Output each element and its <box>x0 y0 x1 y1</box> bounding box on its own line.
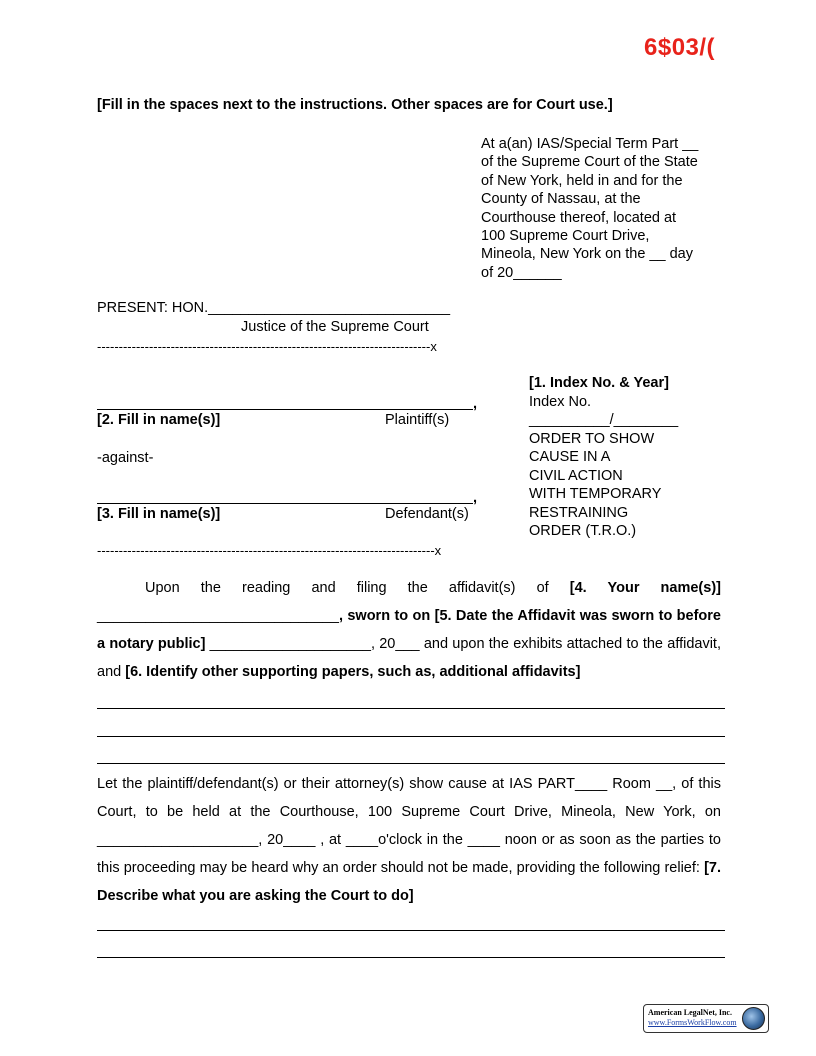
caption-divider-top: -----------------------------------------------------------------------------x <box>97 339 437 354</box>
court-line: 100 Supreme Court Drive, <box>481 228 650 245</box>
order-title-line: CAUSE IN A <box>529 449 611 465</box>
plaintiff-instruction: [2. Fill in name(s)] <box>97 412 221 428</box>
para-text: , sworn to on <box>338 608 435 624</box>
justice-caption: Justice of the Supreme Court <box>241 319 429 335</box>
court-block <box>481 135 721 282</box>
sworn-date-instruction: [5. Date the Affidavit was sworn to before a notary public] <box>97 608 721 652</box>
supporting-papers-instruction: [6. Identify other supporting papers, such as, additional affidavits] <box>125 664 581 680</box>
relief-line[interactable] <box>97 957 725 958</box>
present-hon-line[interactable]: PRESENT: HON.______________________________ <box>97 300 451 316</box>
index-label: Index No. <box>529 394 592 410</box>
order-title-line: WITH TEMPORARY <box>529 486 662 502</box>
para-text[interactable]: ____________________, 20___ and upon the exhibits attached to the affidavit, and <box>97 636 721 680</box>
court-line: of the Supreme Court of the State <box>481 154 698 171</box>
defendant-comma: , <box>473 490 478 506</box>
defendant-instruction: [3. Fill in name(s)] <box>97 506 221 522</box>
court-line: County of Nassau, at the <box>481 191 641 208</box>
order-title-line: RESTRAINING <box>529 505 629 521</box>
court-line: of 20______ <box>481 264 562 281</box>
form-instructions: [Fill in the spaces next to the instructions. Other spaces are for Court use.] <box>97 97 613 113</box>
defendant-name-line[interactable] <box>97 503 473 504</box>
globe-icon <box>742 1007 765 1030</box>
your-names-instruction: [4. Your name(s)] <box>569 580 721 596</box>
defendant-label: Defendant(s) <box>385 506 469 522</box>
para-text: Upon the reading and filing the affidavit(s) of <box>145 580 570 596</box>
caption-divider-bottom: ------------------------------------------------------------------------------x <box>97 543 442 558</box>
plaintiff-comma: , <box>473 396 478 412</box>
form-stamp: 6$03/( <box>644 34 716 61</box>
supporting-papers-line[interactable] <box>97 736 725 737</box>
plaintiff-label: Plaintiff(s) <box>385 412 450 428</box>
logo-company-name: American LegalNet, Inc. <box>648 1008 732 1017</box>
supporting-papers-line[interactable] <box>97 763 725 764</box>
order-title-line: ORDER TO SHOW <box>529 431 655 447</box>
order-title-line: ORDER (T.R.O.) <box>529 523 637 539</box>
para-text[interactable]: Let the plaintiff/defendant(s) or their attorney(s) show cause at IAS PART____ Room __, of this Court, to be held at the Courthouse, 100 Supreme Court Drive, Mineola, New York, on ____________________, 20____ , at ____o'clock in the ____ noon or as soon as the parties to this proceeding may be heard why an order should not be made, providing the following relief: <box>97 776 721 876</box>
index-number-field[interactable]: __________/________ <box>529 412 679 428</box>
american-legalnet-logo[interactable] <box>643 1004 769 1033</box>
court-line: Mineola, New York on the __ day <box>481 246 693 263</box>
order-title-line: CIVIL ACTION <box>529 468 623 484</box>
supporting-papers-line[interactable] <box>97 708 725 709</box>
relief-instruction: [7. Describe what you are asking the Court to do] <box>97 860 721 904</box>
relief-line[interactable] <box>97 930 725 931</box>
against-label: -against- <box>97 450 154 466</box>
court-line: Courthouse thereof, located at <box>481 209 677 226</box>
show-cause-paragraph <box>97 770 721 910</box>
court-line: of New York, held in and for the <box>481 172 683 189</box>
affiant-name-field[interactable]: ______________________________ <box>97 608 339 624</box>
plaintiff-name-line[interactable] <box>97 409 473 410</box>
index-instruction: [1. Index No. & Year] <box>529 375 669 391</box>
logo-website-link[interactable]: www.FormsWorkFlow.com <box>648 1018 737 1027</box>
court-line: At a(an) IAS/Special Term Part __ <box>481 136 699 152</box>
affidavit-paragraph <box>97 574 721 686</box>
